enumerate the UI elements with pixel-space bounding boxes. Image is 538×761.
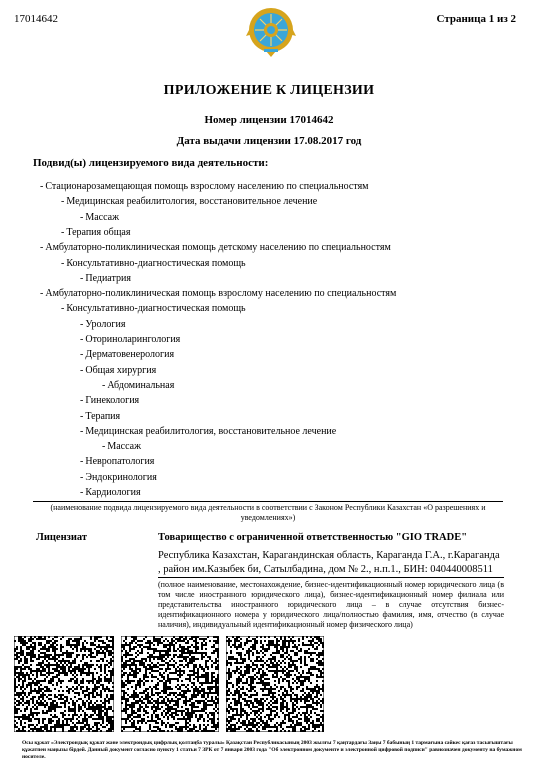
bullet-dash: - — [80, 487, 84, 498]
document-number: 17014642 — [14, 13, 58, 25]
licensee-note: (полное наименование, местонахождение, бизнес-идентификационный номер юридического лица (в том числе иностранного юридического лица), бизнес-идентификационный номер филиала или представительства иностранного юридического лица – в случае отсутствия бизнес-идентификационного номера у юридического лица/полностью фамилия, имя, отчество (в случае наличия), индивидуальный идентификационный номер физического лица) — [158, 580, 504, 629]
activity-label: Эндокринология — [85, 471, 157, 483]
activity-label: Стационарозамещающая помощь взрослому населению по специальностям — [45, 181, 369, 192]
activity-label: Терапия общая — [66, 226, 131, 238]
activity-item — [80, 212, 119, 223]
activity-item — [80, 472, 157, 483]
activity-label: Гинекология — [85, 395, 140, 407]
activity-label: Терапия — [85, 410, 121, 422]
license-number: Номер лицензии 17014642 — [204, 114, 334, 126]
activity-item — [61, 303, 246, 314]
page-indicator: Страница 1 из 2 — [436, 13, 516, 25]
bullet-dash: - — [61, 196, 65, 208]
activity-item — [80, 426, 336, 437]
activity-label: Консультативно-диагностическая помощь — [66, 303, 246, 315]
bullet-dash: - — [102, 441, 106, 453]
bullet-dash: - — [61, 303, 65, 315]
licensee-label: Лицензиат — [36, 532, 88, 543]
bullet-dash: - — [40, 181, 44, 192]
bullet-dash: - — [80, 318, 84, 330]
subtypes-note: (наименование подвида лицензируемого вида деятельности в соответствии с Законом Республики Казахстан «О разрешениях и уведомлениях») — [50, 503, 486, 522]
activity-label: Амбулаторно-поликлиническая помощь детскому населению по специальностям — [45, 242, 391, 254]
qr-code-icon — [14, 636, 114, 732]
activity-label: Консультативно-диагностическая помощь — [66, 257, 246, 269]
activity-label: Амбулаторно-поликлиническая помощь взрослому населению по специальностям — [45, 288, 397, 300]
activity-item — [80, 349, 174, 360]
activity-label: Оториноларингология — [85, 334, 181, 345]
activity-item — [80, 395, 139, 406]
activity-item — [61, 196, 317, 207]
activity-item — [61, 258, 246, 269]
activity-label: Педиатрия — [85, 272, 131, 284]
activity-item — [80, 334, 180, 345]
activity-item — [80, 411, 120, 422]
bullet-dash: - — [80, 364, 84, 376]
activity-item — [40, 242, 391, 253]
activity-item — [80, 273, 131, 284]
activity-item — [80, 319, 125, 330]
qr-code-icon — [121, 636, 219, 732]
licensee-name: Товарищество с ограниченной ответственностью "GIO TRADE" — [158, 532, 468, 543]
page-title: ПРИЛОЖЕНИЕ К ЛИЦЕНЗИИ — [163, 83, 375, 98]
activity-label: Медицинская реабилитология, восстановительное лечение — [66, 196, 318, 208]
activity-item — [102, 380, 174, 391]
activity-item — [61, 227, 130, 238]
state-emblem-icon — [246, 6, 296, 58]
licensee-address: Республика Казахстан, Карагандинская область, Караганда Г.А., г.Караганда , район им.Казыбек би, Сатылбадина, дом № 2., н.п.1., БИН: 040440008511 — [158, 550, 500, 575]
subtypes-heading: Подвид(ы) лицензируемого вида деятельности: — [33, 157, 269, 169]
bullet-dash: - — [80, 456, 84, 468]
bullet-dash: - — [40, 242, 44, 254]
divider — [33, 501, 503, 502]
activity-label: Медицинская реабилитология, восстановительное лечение — [85, 425, 337, 437]
activity-label: Общая хирургия — [85, 364, 157, 376]
activity-label: Массаж — [107, 441, 142, 453]
bullet-dash: - — [80, 395, 84, 407]
activity-item — [80, 487, 141, 498]
bullet-dash: - — [80, 272, 84, 284]
activity-item — [40, 288, 396, 299]
licensee-divider — [158, 577, 504, 578]
activity-item — [40, 181, 369, 192]
activity-item — [102, 441, 141, 452]
footer-note: Осы құжат «Электрондық құжат және электрондық цифрлық қолтаңба туралы» Қазақстан Республикасының 2003 жылғы 7 қаңтардағы Заңы 7 бабының 1 тармағына сәйкес қағаз тасығыштағы құжатпен маңызы бірдей. Данный документ согласно пункту 1 статьи 7 ЗРК от 7 января 2003 года "Об электронном документе и электронной цифровой подписи" равнозначен документу на бумажном носителе. — [22, 740, 522, 760]
bullet-dash: - — [80, 334, 84, 345]
bullet-dash: - — [40, 288, 44, 300]
activity-label: Дерматовенерология — [85, 349, 175, 361]
bullet-dash: - — [80, 211, 84, 223]
qr-code-icon — [226, 636, 324, 732]
activity-label: Абдоминальная — [107, 379, 175, 391]
activity-label: Массаж — [85, 211, 120, 223]
bullet-dash: - — [102, 379, 106, 391]
activity-label: Невропатология — [85, 456, 155, 468]
activity-label: Урология — [85, 318, 126, 330]
activity-item — [80, 456, 154, 467]
bullet-dash: - — [80, 410, 84, 422]
bullet-dash: - — [80, 349, 84, 361]
bullet-dash: - — [80, 471, 84, 483]
issue-date: Дата выдачи лицензии 17.08.2017 год — [176, 135, 362, 147]
bullet-dash: - — [80, 425, 84, 437]
activity-item — [80, 365, 156, 376]
activity-label: Кардиология — [85, 487, 141, 498]
bullet-dash: - — [61, 257, 65, 269]
bullet-dash: - — [61, 226, 65, 238]
